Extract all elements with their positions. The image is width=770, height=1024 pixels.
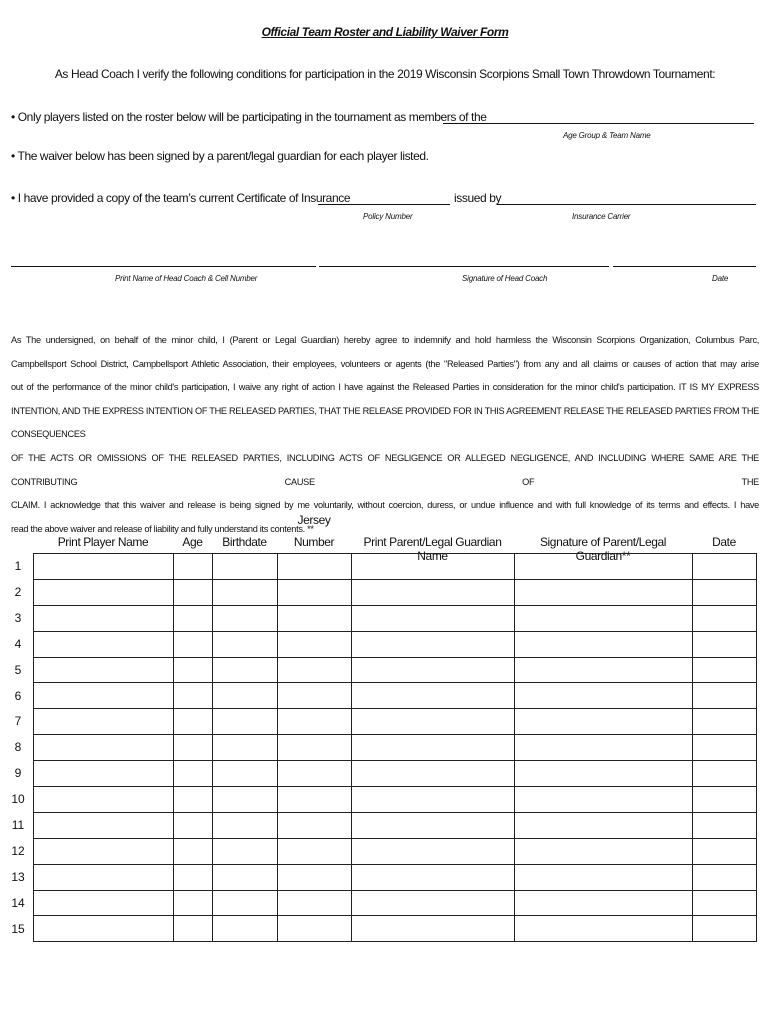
jersey-number-cell[interactable] [278, 838, 352, 864]
parent-name-cell[interactable] [352, 787, 515, 813]
header-parent-name: Print Parent/Legal Guardian Name [363, 535, 502, 563]
issued-by-label: issued by [454, 191, 502, 205]
player-name-cell[interactable] [34, 683, 174, 709]
age-cell[interactable] [174, 916, 213, 942]
age-cell[interactable] [174, 864, 213, 890]
birthdate-cell[interactable] [213, 605, 278, 631]
player-name-cell[interactable] [34, 838, 174, 864]
row-number: 12 [11, 843, 25, 858]
parent-signature-cell[interactable] [515, 838, 693, 864]
birthdate-cell[interactable] [213, 631, 278, 657]
policy-number-caption: Policy Number [363, 212, 413, 221]
age-cell[interactable] [174, 787, 213, 813]
jersey-number-cell[interactable] [278, 916, 352, 942]
date-cell[interactable] [693, 890, 757, 916]
coach-name-caption: Print Name of Head Coach & Cell Number [115, 274, 258, 283]
parent-signature-cell[interactable] [515, 554, 693, 580]
insurance-carrier-caption: Insurance Carrier [572, 212, 631, 221]
table-row [34, 631, 757, 657]
row-number: 14 [11, 895, 25, 910]
age-cell[interactable] [174, 657, 213, 683]
date-cell[interactable] [693, 735, 757, 761]
date-cell[interactable] [693, 579, 757, 605]
parent-signature-cell[interactable] [515, 735, 693, 761]
player-name-cell[interactable] [34, 812, 174, 838]
birthdate-cell[interactable] [213, 657, 278, 683]
parent-signature-cell[interactable] [515, 864, 693, 890]
parent-name-cell[interactable] [352, 605, 515, 631]
player-name-cell[interactable] [34, 631, 174, 657]
table-row [34, 709, 757, 735]
parent-signature-cell[interactable] [515, 812, 693, 838]
row-number: 7 [14, 714, 22, 729]
row-number: 6 [14, 688, 22, 703]
row-number: 9 [14, 766, 22, 781]
birthdate-cell[interactable] [213, 579, 278, 605]
row-number: 11 [11, 818, 25, 832]
parent-signature-cell[interactable] [515, 605, 693, 631]
date-cell[interactable] [693, 709, 757, 735]
row-number: 4 [14, 636, 22, 651]
parent-signature-cell[interactable] [515, 657, 693, 683]
birthdate-cell[interactable] [213, 709, 278, 735]
player-name-cell[interactable] [34, 657, 174, 683]
parent-name-cell[interactable] [352, 631, 515, 657]
waiver-text [11, 329, 759, 541]
header-age: Age [182, 535, 203, 549]
table-row [34, 579, 757, 605]
jersey-number-cell[interactable] [278, 761, 352, 787]
waiver-line: As The undersigned, on behalf of the minor child, I (Parent or Legal Guardian) hereby agree to indemnify and hold harmless the Wisconsin Scorpions Organization, Columbus Parc, [11, 335, 759, 345]
age-cell[interactable] [174, 683, 213, 709]
parent-name-cell[interactable] [352, 761, 515, 787]
table-row [34, 916, 757, 942]
parent-signature-cell[interactable] [515, 579, 693, 605]
policy-number-field[interactable] [318, 204, 450, 205]
date-cell[interactable] [693, 683, 757, 709]
age-cell[interactable] [174, 605, 213, 631]
birthdate-cell[interactable] [213, 735, 278, 761]
coach-date-field[interactable] [613, 266, 756, 267]
row-number: 8 [14, 740, 22, 755]
parent-signature-cell[interactable] [515, 890, 693, 916]
parent-name-cell[interactable] [352, 579, 515, 605]
waiver-line: INTENTION, AND THE EXPRESS INTENTION OF THE RELEASED PARTIES, THAT THE RELEASE PROVIDED FOR IN THIS AGREEMENT RELEASE THE RELEASED PARTIES FROM THE CONSEQUENCES [11, 405, 759, 440]
row-number: 15 [11, 921, 25, 936]
jersey-number-cell[interactable] [278, 709, 352, 735]
parent-signature-cell[interactable] [515, 631, 693, 657]
table-row [34, 864, 757, 890]
age-cell[interactable] [174, 812, 213, 838]
player-name-cell[interactable] [34, 864, 174, 890]
header-birthdate: Birthdate [222, 535, 267, 549]
waiver-line: Campbellsport School District, Campbellsport Athletic Association, their employees, volunteers or agents (the "Released Parties") from any and all claims or causes of action that may arise [11, 358, 759, 369]
parent-name-cell[interactable] [352, 916, 515, 942]
date-cell[interactable] [693, 787, 757, 813]
table-row [34, 683, 757, 709]
jersey-number-cell[interactable] [278, 554, 352, 580]
jersey-number-cell[interactable] [278, 631, 352, 657]
coach-date-caption: Date [712, 274, 729, 283]
birthdate-cell[interactable] [213, 864, 278, 890]
age-cell[interactable] [174, 735, 213, 761]
table-row [34, 890, 757, 916]
parent-name-cell[interactable] [352, 657, 515, 683]
date-cell[interactable] [693, 605, 757, 631]
table-row [34, 838, 757, 864]
jersey-number-cell[interactable] [278, 605, 352, 631]
birthdate-cell[interactable] [213, 812, 278, 838]
roster-table [33, 553, 757, 942]
header-parent-signature: Signature of Parent/Legal Guardian** [539, 535, 667, 563]
parent-name-cell[interactable] [352, 683, 515, 709]
age-cell[interactable] [174, 709, 213, 735]
age-cell[interactable] [174, 554, 213, 580]
table-row [34, 657, 757, 683]
coach-signature-caption: Signature of Head Coach [462, 274, 548, 283]
jersey-number-cell[interactable] [278, 657, 352, 683]
birthdate-cell[interactable] [213, 838, 278, 864]
parent-name-cell[interactable] [352, 864, 515, 890]
age-cell[interactable] [174, 838, 213, 864]
row-number: 3 [14, 610, 22, 625]
bullet-roster-players: • Only players listed on the roster below will be participating in the tournament as members of the [11, 110, 487, 124]
date-cell[interactable] [693, 761, 757, 787]
bullet-insurance: • I have provided a copy of the team’s current Certificate of Insurance [11, 191, 351, 205]
parent-name-cell[interactable] [352, 838, 515, 864]
parent-signature-cell[interactable] [515, 916, 693, 942]
player-name-cell[interactable] [34, 709, 174, 735]
parent-signature-cell[interactable] [515, 683, 693, 709]
age-cell[interactable] [174, 890, 213, 916]
jersey-number-cell[interactable] [278, 812, 352, 838]
parent-signature-cell[interactable] [515, 787, 693, 813]
date-cell[interactable] [693, 554, 757, 580]
table-row [34, 761, 757, 787]
jersey-number-cell[interactable] [278, 683, 352, 709]
jersey-number-cell[interactable] [278, 735, 352, 761]
jersey-number-cell[interactable] [278, 864, 352, 890]
table-row [34, 735, 757, 761]
team-name-field[interactable] [443, 123, 754, 124]
birthdate-cell[interactable] [213, 916, 278, 942]
row-number: 1 [14, 559, 22, 573]
waiver-line: out of the performance of the minor child's participation, I waive any right of action I have against the Released Parties in consideration for the minor child's participation. IT IS MY EXPRESS [11, 382, 759, 393]
player-name-cell[interactable] [34, 554, 174, 580]
table-row [34, 812, 757, 838]
row-number: 13 [11, 869, 25, 884]
player-name-cell[interactable] [34, 890, 174, 916]
parent-name-cell[interactable] [352, 709, 515, 735]
waiver-line: OF THE ACTS OR OMISSIONS OF THE RELEASED PARTIES, INCLUDING ACTS OF NEGLIGENCE OR ALLEGED NEGLIGENCE, AND INCLUDING WHERE SAME ARE THE CONTRIBUTING CAUSE OF THE [11, 452, 759, 487]
bullet-waiver-signed: • The waiver below has been signed by a parent/legal guardian for each player listed. [11, 149, 429, 163]
age-cell[interactable] [174, 631, 213, 657]
row-number: 2 [14, 584, 22, 599]
table-row [34, 554, 757, 580]
insurance-carrier-field[interactable] [497, 204, 756, 205]
date-cell[interactable] [693, 838, 757, 864]
player-name-cell[interactable] [34, 761, 174, 787]
birthdate-cell[interactable] [213, 761, 278, 787]
date-cell[interactable] [693, 631, 757, 657]
parent-signature-cell[interactable] [515, 761, 693, 787]
parent-signature-cell[interactable] [515, 709, 693, 735]
row-number: 10 [11, 792, 25, 807]
header-jersey: Jersey [297, 513, 331, 527]
age-cell[interactable] [174, 761, 213, 787]
age-cell[interactable] [174, 579, 213, 605]
coach-name-field[interactable] [11, 266, 316, 267]
header-date: Date [712, 535, 736, 549]
birthdate-cell[interactable] [213, 683, 278, 709]
date-cell[interactable] [693, 864, 757, 890]
row-number: 5 [14, 662, 22, 677]
date-cell[interactable] [693, 657, 757, 683]
header-player-name: Print Player Name [57, 535, 149, 549]
team-name-caption: Age Group & Team Name [563, 131, 651, 140]
birthdate-cell[interactable] [213, 890, 278, 916]
birthdate-cell[interactable] [213, 554, 278, 580]
intro-statement: As Head Coach I verify the following conditions for participation in the 2019 Wisconsin Scorpions Small Town Throwdown Tournament: [54, 67, 716, 81]
parent-name-cell[interactable] [352, 554, 515, 580]
player-name-cell[interactable] [34, 916, 174, 942]
table-row [34, 605, 757, 631]
parent-name-cell[interactable] [352, 890, 515, 916]
coach-signature-field[interactable] [319, 266, 609, 267]
player-name-cell[interactable] [34, 787, 174, 813]
date-cell[interactable] [693, 916, 757, 942]
waiver-line: CLAIM. I acknowledge that this waiver and release is being signed by me voluntarily, without coercion, duress, or undue influence and with full knowledge of its terms and effects. I have [11, 500, 759, 511]
waiver-line: read the above waiver and release of liability and fully understand its contents. ** [11, 523, 314, 534]
form-title: Official Team Roster and Liability Waiver Form [261, 25, 509, 39]
header-number: Number [293, 535, 335, 549]
jersey-number-cell[interactable] [278, 890, 352, 916]
table-row [34, 787, 757, 813]
birthdate-cell[interactable] [213, 787, 278, 813]
player-name-cell[interactable] [34, 735, 174, 761]
player-name-cell[interactable] [34, 579, 174, 605]
parent-name-cell[interactable] [352, 812, 515, 838]
player-name-cell[interactable] [34, 605, 174, 631]
jersey-number-cell[interactable] [278, 787, 352, 813]
parent-name-cell[interactable] [352, 735, 515, 761]
date-cell[interactable] [693, 812, 757, 838]
jersey-number-cell[interactable] [278, 579, 352, 605]
